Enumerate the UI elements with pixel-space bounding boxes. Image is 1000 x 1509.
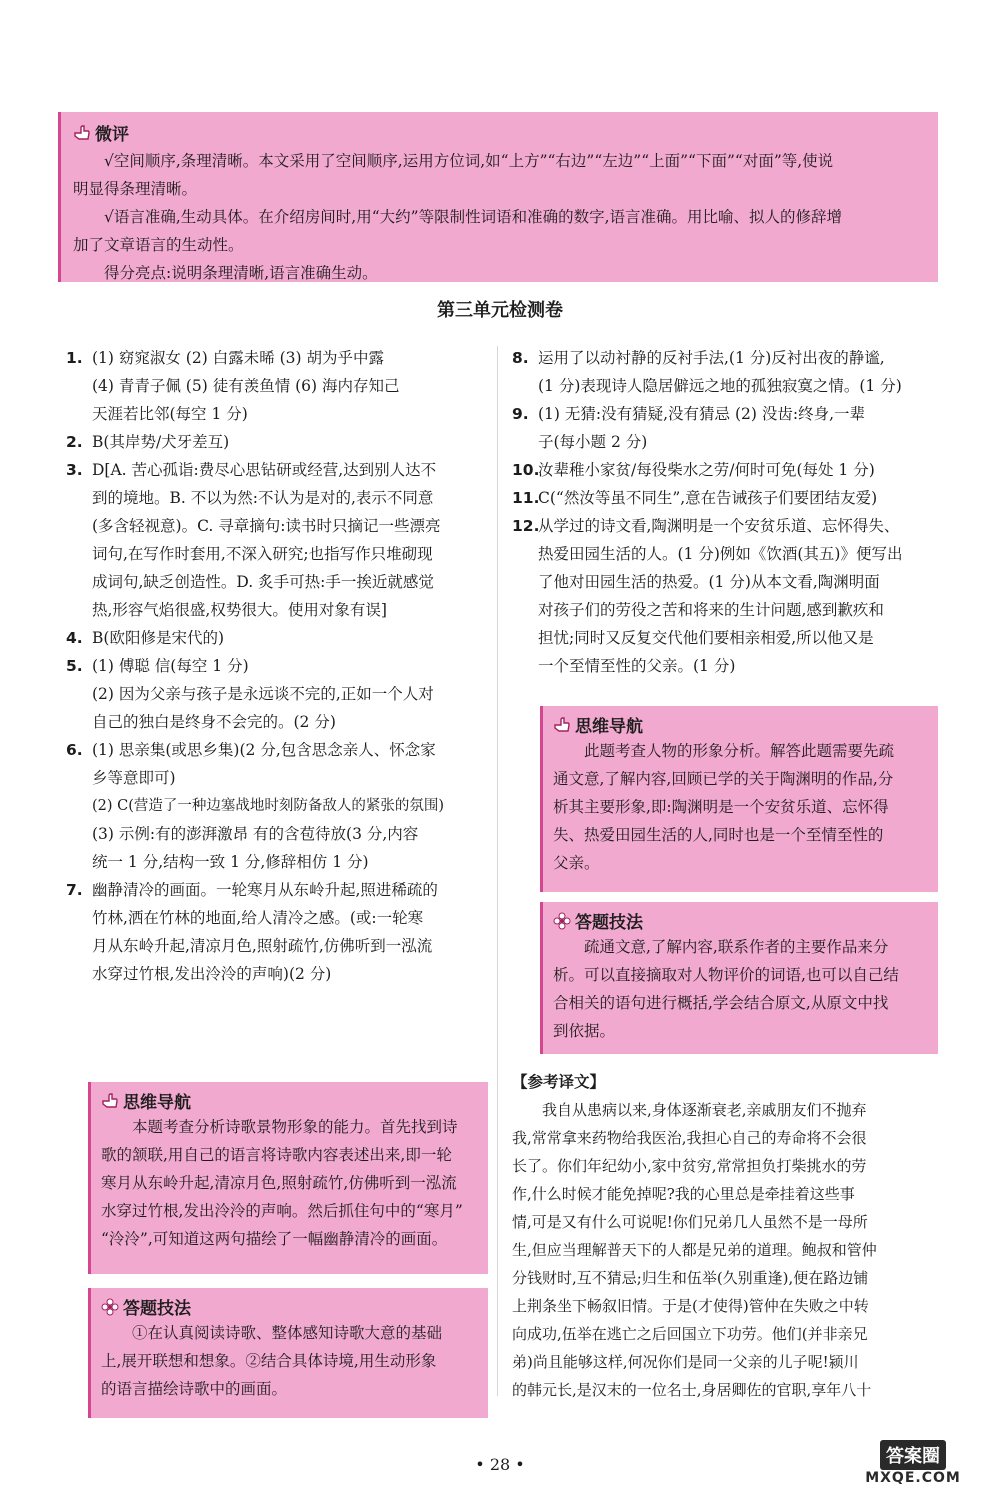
- item-line: 热爱田园生活的人。(1 分)例如《饮酒(其五)》便写出: [538, 545, 903, 563]
- item-number: 4.: [66, 629, 83, 647]
- answer-item-10: [512, 456, 952, 484]
- item-number: 8.: [512, 349, 529, 367]
- item-line: (3) 示例:有的澎湃激昂 有的含苞待放(3 分,内容: [92, 825, 419, 843]
- watermark-bottom: MXQE.COM: [865, 1470, 961, 1486]
- item-line: 幽静清冷的画面。一轮寒月从东岭升起,照进稀疏的: [92, 881, 438, 899]
- page-number: • 28 •: [475, 1455, 525, 1474]
- answer-item-5: [66, 652, 491, 736]
- siwei-line: 析其主要形象,即:陶渊明是一个安贫乐道、忘怀得: [553, 798, 889, 816]
- item-line: 热,形容气焰很盛,权势很大。使用对象有误]: [92, 601, 387, 619]
- translation-line: 上荆条坐下畅叙旧情。于是(才使得)管仲在失败之中转: [512, 1297, 869, 1315]
- translation-line: 分钱财时,互不猜忌;归生和伍举(久别重逢),便在路边铺: [512, 1269, 869, 1287]
- answer-item-2: [66, 428, 491, 456]
- translation-section: [512, 1068, 952, 1404]
- answer-item-1: [66, 344, 491, 428]
- siwei-line: 水穿过竹根,发出泠泠的声响。然后抓住句中的“寒月”: [101, 1202, 463, 1220]
- translation-line: 向成功,伍举在逃亡之后回国立下功劳。他们(并非亲兄: [512, 1325, 868, 1343]
- item-line: 统一 1 分,结构一致 1 分,修辞相仿 1 分): [92, 853, 369, 871]
- siwei-line: 歌的颔联,用自己的语言将诗歌内容表述出来,即一轮: [101, 1146, 452, 1164]
- weiping-line: √空间顺序,条理清晰。本文采用了空间顺序,运用方位词,如“上方”“右边”“左边”“上面”“下面”“对面”等,使说: [104, 152, 834, 170]
- item-line: B(欧阳修是宋代的): [92, 629, 224, 647]
- item-line: 水穿过竹根,发出泠泠的声响)(2 分): [92, 965, 332, 983]
- siwei-line: 父亲。: [553, 854, 600, 872]
- right-column: [512, 344, 952, 680]
- weiping-line: 加了文章语言的生动性。: [73, 236, 244, 254]
- watermark-logo: [838, 1440, 988, 1486]
- item-line: (1) 傅聪 信(每空 1 分): [92, 657, 249, 675]
- answer-item-11: [512, 484, 952, 512]
- item-line: C(“然汝等虽不同生”,意在告诫孩子们要团结友爱): [538, 489, 878, 507]
- item-line: (1) 窈窕淑女 (2) 白露未晞 (3) 胡为乎中露: [92, 349, 385, 367]
- item-line: 汝辈稚小家贫/每役柴水之劳/何时可免(每处 1 分): [538, 461, 875, 479]
- item-line: 词句,在写作时套用,不深入研究;也指写作只堆砌现: [92, 545, 433, 563]
- item-line: 自己的独白是终身不会完的。(2 分): [92, 713, 336, 731]
- dati-title: 答题技法: [575, 913, 643, 933]
- siwei-title: 思维导航: [123, 1093, 191, 1113]
- dati-line: 的语言描绘诗歌中的画面。: [101, 1380, 288, 1398]
- dati-title: 答题技法: [123, 1299, 191, 1319]
- item-line: (2) C(营造了一种边塞战地时刻防备敌人的紧张的氛围): [92, 798, 445, 814]
- dati-header: [553, 908, 928, 933]
- item-line: 天涯若比邻(每空 1 分): [92, 405, 248, 423]
- weiping-body: [73, 147, 926, 287]
- answer-item-8: [512, 344, 952, 400]
- siwei-line: 此题考查人物的形象分析。解答此题需要先疏: [584, 742, 895, 760]
- item-line: D[A. 苦心孤诣:费尽心思钻研或经营,达到别人达不: [92, 461, 437, 479]
- item-line: 担忧;同时又反复交代他们要相亲相爱,所以他又是: [538, 629, 874, 647]
- item-line: 一个至情至性的父亲。(1 分): [538, 657, 736, 675]
- watermark-top: 答案圈: [880, 1440, 946, 1470]
- item-number: 2.: [66, 433, 83, 451]
- translation-line: 长了。你们年纪幼小,家中贫穷,常常担负打柴挑水的劳: [512, 1157, 867, 1175]
- flower-icon: [553, 912, 571, 930]
- flower-icon: [101, 1298, 119, 1316]
- item-line: 成词句,缺乏创造性。D. 炙手可热:手一挨近就感觉: [92, 573, 434, 591]
- dati-line: 上,展开联想和想象。②结合具体诗境,用生动形象: [101, 1352, 437, 1370]
- item-number: 5.: [66, 657, 83, 675]
- item-number: 6.: [66, 741, 83, 759]
- item-line: 到的境地。B. 不以为然:不认为是对的,表示不同意: [92, 489, 434, 507]
- item-line: B(其岸势/犬牙差互): [92, 433, 230, 451]
- translation-line: 的韩元长,是汉末的一位名士,身居卿佐的官职,享年八十: [512, 1381, 872, 1399]
- item-number: 7.: [66, 881, 83, 899]
- answer-item-6: [66, 736, 491, 876]
- section-title: 第三单元检测卷: [437, 300, 563, 321]
- answer-item-3: [66, 456, 491, 624]
- translation-line: 生,但应当理解普天下的人都是兄弟的道理。鲍叔和管仲: [512, 1241, 877, 1259]
- item-line: 竹林,洒在竹林的地面,给人清冷之感。(或:一轮寒: [92, 909, 424, 927]
- pointing-hand-icon: [73, 124, 91, 142]
- siwei-header: [553, 712, 928, 737]
- pointing-hand-icon: [101, 1092, 119, 1110]
- item-number: 3.: [66, 461, 83, 479]
- left-dati-box: [88, 1288, 488, 1418]
- siwei-line: 寒月从东岭升起,清凉月色,照射疏竹,仿佛听到一泓流: [101, 1174, 457, 1192]
- siwei-line: 通文意,了解内容,回顾已学的关于陶渊明的作品,分: [553, 770, 894, 788]
- item-number: 1.: [66, 349, 83, 367]
- item-line: (1 分)表现诗人隐居僻远之地的孤独寂寞之情。(1 分): [538, 377, 902, 395]
- answer-item-12: [512, 512, 952, 680]
- item-line: 运用了以动衬静的反衬手法,(1 分)反衬出夜的静谧,: [538, 349, 885, 367]
- siwei-header: [101, 1088, 478, 1113]
- dati-line: 到依据。: [553, 1022, 616, 1040]
- translation-line: 我自从患病以来,身体逐渐衰老,亲戚朋友们不抛弃: [542, 1101, 867, 1119]
- item-line: (1) 无猜:没有猜疑,没有猜忌 (2) 没齿:终身,一辈: [538, 405, 865, 423]
- item-line: (2) 因为父亲与孩子是永远谈不完的,正如一个人对: [92, 685, 434, 703]
- translation-heading: 【参考译文】: [512, 1073, 606, 1091]
- weiping-line: 明显得条理清晰。: [73, 180, 198, 198]
- answer-item-9: [512, 400, 952, 456]
- item-line: 乡等意即可): [92, 769, 176, 787]
- translation-line: 我,常常拿来药物给我医治,我担心自己的寿命将不会很: [512, 1129, 867, 1147]
- item-number: 9.: [512, 405, 529, 423]
- item-number: 10.: [512, 461, 540, 479]
- dati-header: [101, 1294, 478, 1319]
- item-line: 了他对田园生活的热爱。(1 分)从本文看,陶渊明面: [538, 573, 880, 591]
- column-divider: [497, 346, 498, 1396]
- siwei-title: 思维导航: [575, 717, 643, 737]
- siwei-line: 本题考查分析诗歌景物形象的能力。首先找到诗: [132, 1118, 458, 1136]
- answer-item-7: [66, 876, 491, 988]
- answer-item-4: [66, 624, 491, 652]
- left-siwei-box: [88, 1082, 488, 1274]
- weiping-title: 微评: [95, 125, 129, 145]
- item-line: 子(每小题 2 分): [538, 433, 648, 451]
- weiping-line: 得分亮点:说明条理清晰,语言准确生动。: [104, 264, 378, 282]
- left-column: [66, 344, 491, 988]
- dati-line: 析。可以直接摘取对人物评价的词语,也可以自己结: [553, 966, 899, 984]
- pointing-hand-icon: [553, 716, 571, 734]
- right-siwei-box: [540, 706, 938, 892]
- dati-line: 疏通文意,了解内容,联系作者的主要作品来分: [584, 938, 889, 956]
- item-line: 对孩子们的劳役之苦和将来的生计问题,感到歉疚和: [538, 601, 884, 619]
- siwei-line: “泠泠”,可知道这两句描绘了一幅幽静清冷的画面。: [101, 1230, 448, 1248]
- item-line: 月从东岭升起,清凉月色,照射疏竹,仿佛听到一泓流: [92, 937, 433, 955]
- item-number: 12.: [512, 517, 540, 535]
- item-line: (4) 青青子佩 (5) 徒有羡鱼情 (6) 海内存知己: [92, 377, 400, 395]
- right-dati-box: [540, 902, 938, 1054]
- translation-line: 情,可是又有什么可说呢!你们兄弟几人虽然不是一母所: [512, 1213, 868, 1231]
- item-line: 从学过的诗文看,陶渊明是一个安贫乐道、忘怀得失、: [538, 517, 900, 535]
- dati-line: ①在认真阅读诗歌、整体感知诗歌大意的基础: [132, 1324, 443, 1342]
- dati-line: 合相关的语句进行概括,学会结合原文,从原文中找: [553, 994, 889, 1012]
- translation-line: 作,什么时候才能免掉呢?我的心里总是牵挂着这些事: [512, 1185, 855, 1203]
- weiping-header: [73, 120, 926, 145]
- translation-line: 弟)尚且能够这样,何况你们是同一父亲的儿子呢!颍川: [512, 1353, 859, 1371]
- siwei-line: 失、热爱田园生活的人,同时也是一个至情至性的: [553, 826, 884, 844]
- item-line: (多含轻视意)。C. 寻章摘句:读书时只摘记一些漂亮: [92, 517, 441, 535]
- weiping-box: [58, 112, 938, 282]
- weiping-line: √语言准确,生动具体。在介绍房间时,用“大约”等限制性词语和准确的数字,语言准确。用比喻、拟人的修辞增: [104, 208, 843, 226]
- item-number: 11.: [512, 489, 540, 507]
- item-line: (1) 思亲集(或思乡集)(2 分,包含思念亲人、怀念家: [92, 741, 436, 759]
